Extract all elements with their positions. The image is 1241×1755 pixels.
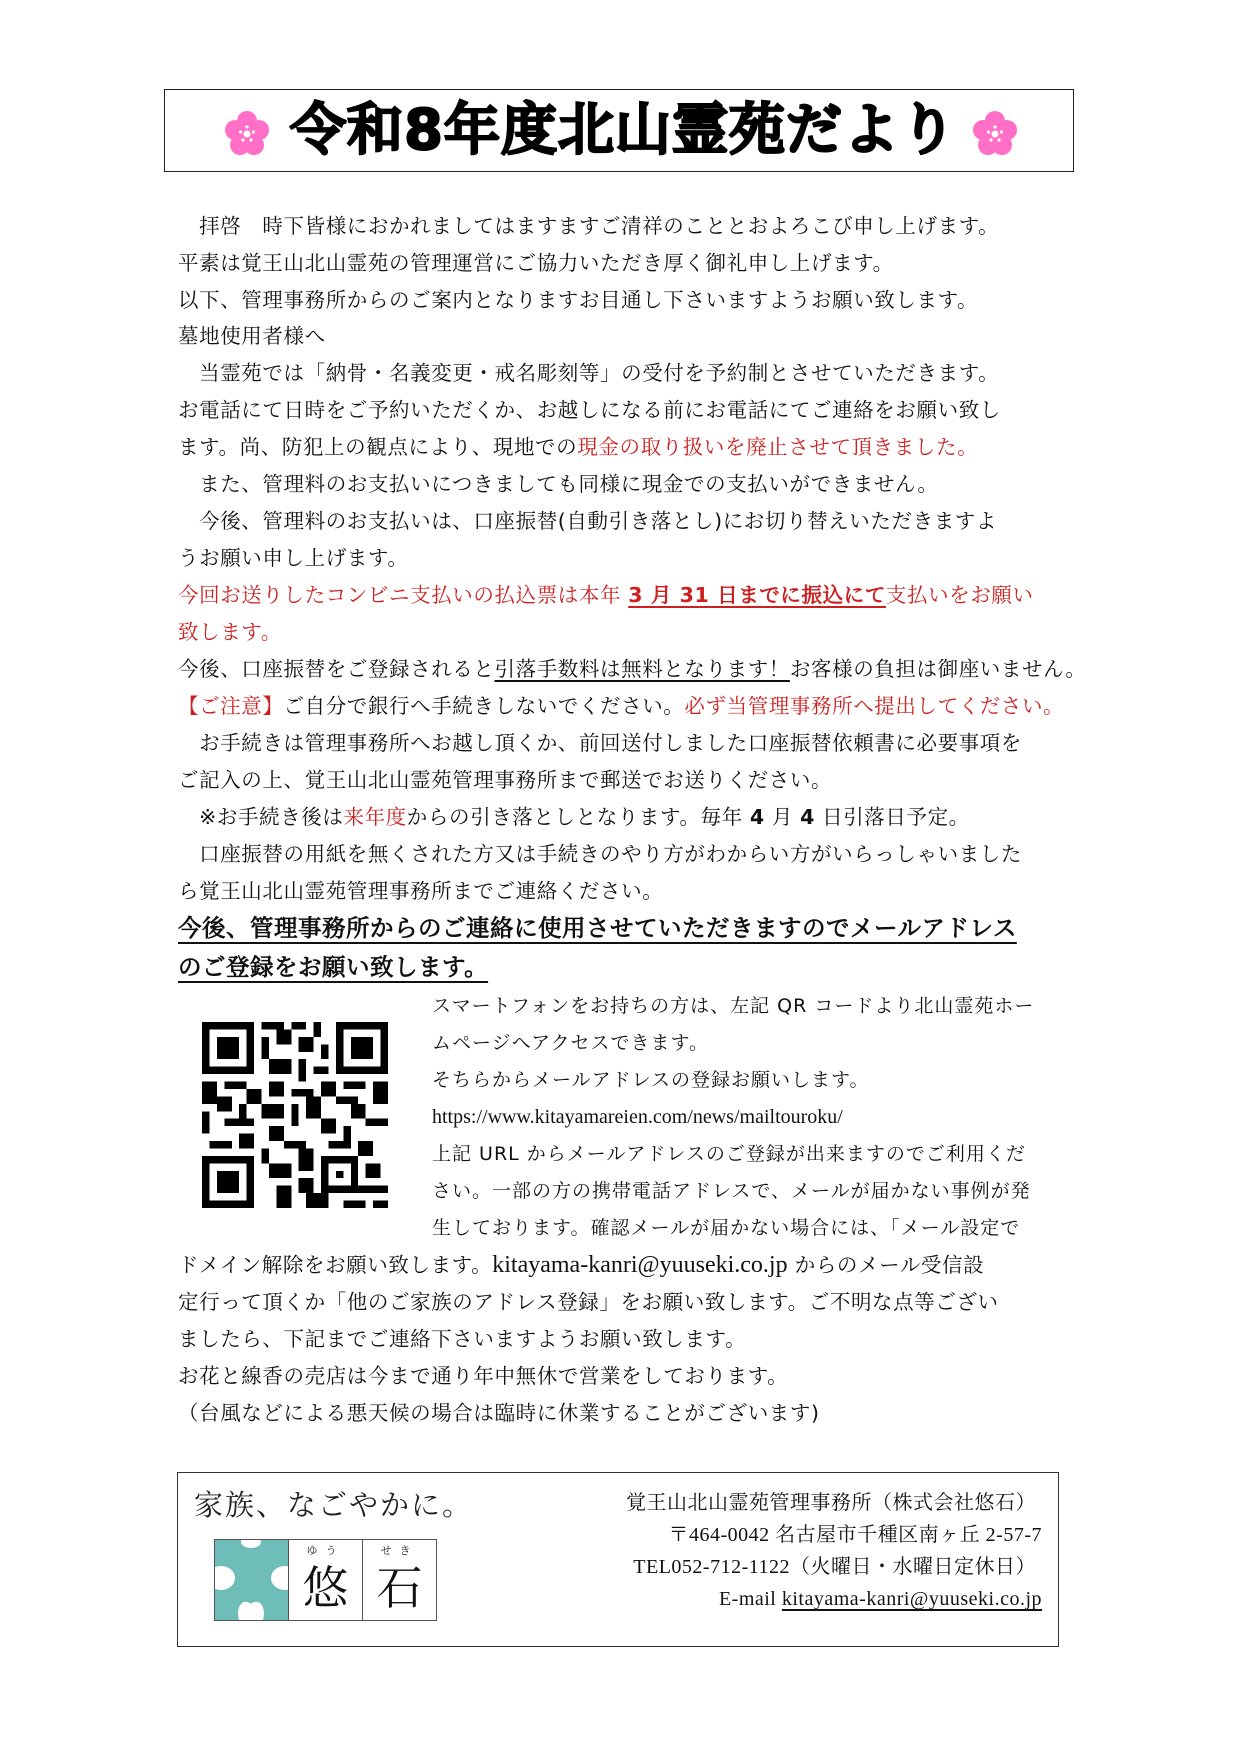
email-address[interactable]: kitayama-kanri@yuuseki.co.jp <box>492 1252 788 1278</box>
office-phone: TEL052-712-1122（火曜日・水曜日定休日） <box>633 1556 1036 1578</box>
qr-description: さい。一部の方の携帯電話アドレスで、メールが届かない事例が発 <box>432 1180 1031 1202</box>
free-fee-text: 引落手数料は無料となります！ <box>494 657 790 681</box>
body-line: 口座振替の用紙を無くされた方又は手続きのやり方がわからい方がいらっしゃいました <box>178 842 1022 866</box>
body-line <box>178 1247 984 1284</box>
email-link[interactable]: kitayama-kanri@yuuseki.co.jp <box>781 1588 1042 1610</box>
body-line: ご記入の上、覚王山北山霊苑管理事務所まで郵送でお送りください。 <box>178 768 833 792</box>
text: ※お手続き後は <box>178 805 344 829</box>
page-title: 令和8年度北山霊苑だより <box>290 98 957 163</box>
text: ドメイン解除をお願い致します。 <box>178 1253 493 1277</box>
next-year-text: 来年度 <box>343 805 407 829</box>
office-name: 覚王山北山霊苑管理事務所（株式会社悠石） <box>626 1492 1036 1514</box>
body-line: 定行って頂くか「他のご家族のアドレス登録」をお願い致します。ご不明な点等ござい <box>178 1290 999 1314</box>
sakura-flower-icon <box>971 109 1019 157</box>
sakura-flower-icon <box>223 109 271 157</box>
body-line: （台風などによる悪天候の場合は臨時に休業することがございます) <box>178 1401 820 1425</box>
company-tagline: 家族、なごやかに。 <box>194 1488 474 1522</box>
body-line: 当霊苑では「納骨・名義変更・戒名彫刻等」の受付を予約制とさせていただきます。 <box>178 361 1000 385</box>
text: からの引き落としとなります。毎年 <box>406 805 750 829</box>
body-line: 平素は覚王山北山霊苑の管理運営にご協力いただき厚く御礼申し上げます。 <box>178 251 894 275</box>
body-line: お花と線香の売店は今まで通り年中無休で営業をしております。 <box>178 1364 789 1388</box>
month-value: 4 <box>749 805 765 829</box>
notice-text: 必ず当管理事務所へ提出してください。 <box>684 694 1065 718</box>
newsletter-title-box <box>164 89 1074 172</box>
text: お客様の負担は御座いません。 <box>789 657 1087 681</box>
body-line: ら覚王山北山霊苑管理事務所までご連絡ください。 <box>178 879 664 903</box>
body-line <box>178 651 1087 688</box>
logo-kanji: 石 <box>376 1561 423 1615</box>
email-label: E-mail <box>718 1588 782 1610</box>
body-line: 今後、管理料のお支払いは、口座振替(自動引き落とし)にお切り替えいただきますよ <box>178 509 997 533</box>
body-line: うお願い申し上げます。 <box>178 546 409 570</box>
logo-char <box>363 1540 436 1620</box>
text: 今回お送りしたコンビニ支払いの払込票は本年 <box>178 583 629 607</box>
notice-text: 現金の取り扱いを廃止させて頂きました。 <box>577 435 979 459</box>
qr-description: 上記 URL からメールアドレスのご登録が出来ますのでご利用くだ <box>432 1143 1026 1165</box>
section-label: 墓地使用者様へ <box>178 324 326 348</box>
body-line <box>178 429 978 466</box>
body-line: お手続きは管理事務所へお越し頂くか、前回送付しました口座振替依頼書に必要事項を <box>178 731 1022 755</box>
company-logo <box>214 1539 437 1621</box>
office-email <box>719 1583 1042 1615</box>
logo-ruby: ゆう <box>306 1544 345 1557</box>
office-address: 〒464-0042 名古屋市千種区南ヶ丘 2-57-7 <box>668 1524 1042 1546</box>
body-line: 以下、管理事務所からのご案内となりますお目通し下さいますようお願い致します。 <box>178 288 979 312</box>
text: 今後、口座振替をご登録されると <box>178 657 495 681</box>
logo-pattern-icon <box>215 1540 289 1620</box>
logo-ruby: せき <box>380 1544 419 1557</box>
body-line: また、管理料のお支払いにつきましても同様に現金での支払いができません。 <box>178 472 939 496</box>
text: からのメール受信設 <box>787 1253 985 1277</box>
qr-description: 生しております。確認メールが届かない場合には、「メール設定で <box>432 1217 1021 1239</box>
deadline-date: 3 月 31 日までに振込にて <box>628 583 886 607</box>
logo-char <box>289 1540 363 1620</box>
text: 支払いをお願い <box>885 583 1034 607</box>
text: 月 <box>764 805 801 829</box>
email-registration-heading: 今後、管理事務所からのご連絡に使用させていただきますのでメールアドレス <box>178 914 1017 942</box>
logo-kanji: 悠 <box>302 1561 349 1615</box>
email-registration-heading: のご登録をお願い致します。 <box>178 953 489 981</box>
body-line: お電話にて日時をご予約いただくか、お越しになる前にお電話にてご連絡をお願い致し <box>178 398 1001 422</box>
body-line <box>178 799 970 836</box>
text: ご自分で銀行へ手続きしないでください。 <box>283 694 685 718</box>
text: 日引落日予定。 <box>814 805 970 829</box>
greeting-line: 拝啓 時下皆様におかれましてはますますご清祥のこととおよろこび申し上げます。 <box>178 214 1000 238</box>
body-line: 致します。 <box>178 620 282 644</box>
caution-line <box>178 688 1064 725</box>
body-line: ましたら、下記までご連絡下さいますようお願い致します。 <box>178 1327 747 1351</box>
payment-deadline-line <box>178 577 1034 614</box>
contact-footer <box>177 1472 1059 1647</box>
day-value: 4 <box>800 805 815 829</box>
text: ます。尚、防犯上の観点により、現地での <box>178 435 578 459</box>
qr-description: そちらからメールアドレスの登録お願いします。 <box>432 1069 870 1091</box>
qr-description: ムページへアクセスできます。 <box>432 1032 709 1054</box>
registration-url-link[interactable]: https://www.kitayamareien.com/news/mailtouroku/ <box>432 1106 843 1128</box>
caution-label: 【ご注意】 <box>178 694 284 718</box>
qr-code[interactable] <box>202 1022 388 1208</box>
qr-description: スマートフォンをお持ちの方は、左記 QR コードより北山霊苑ホー <box>432 995 1035 1017</box>
